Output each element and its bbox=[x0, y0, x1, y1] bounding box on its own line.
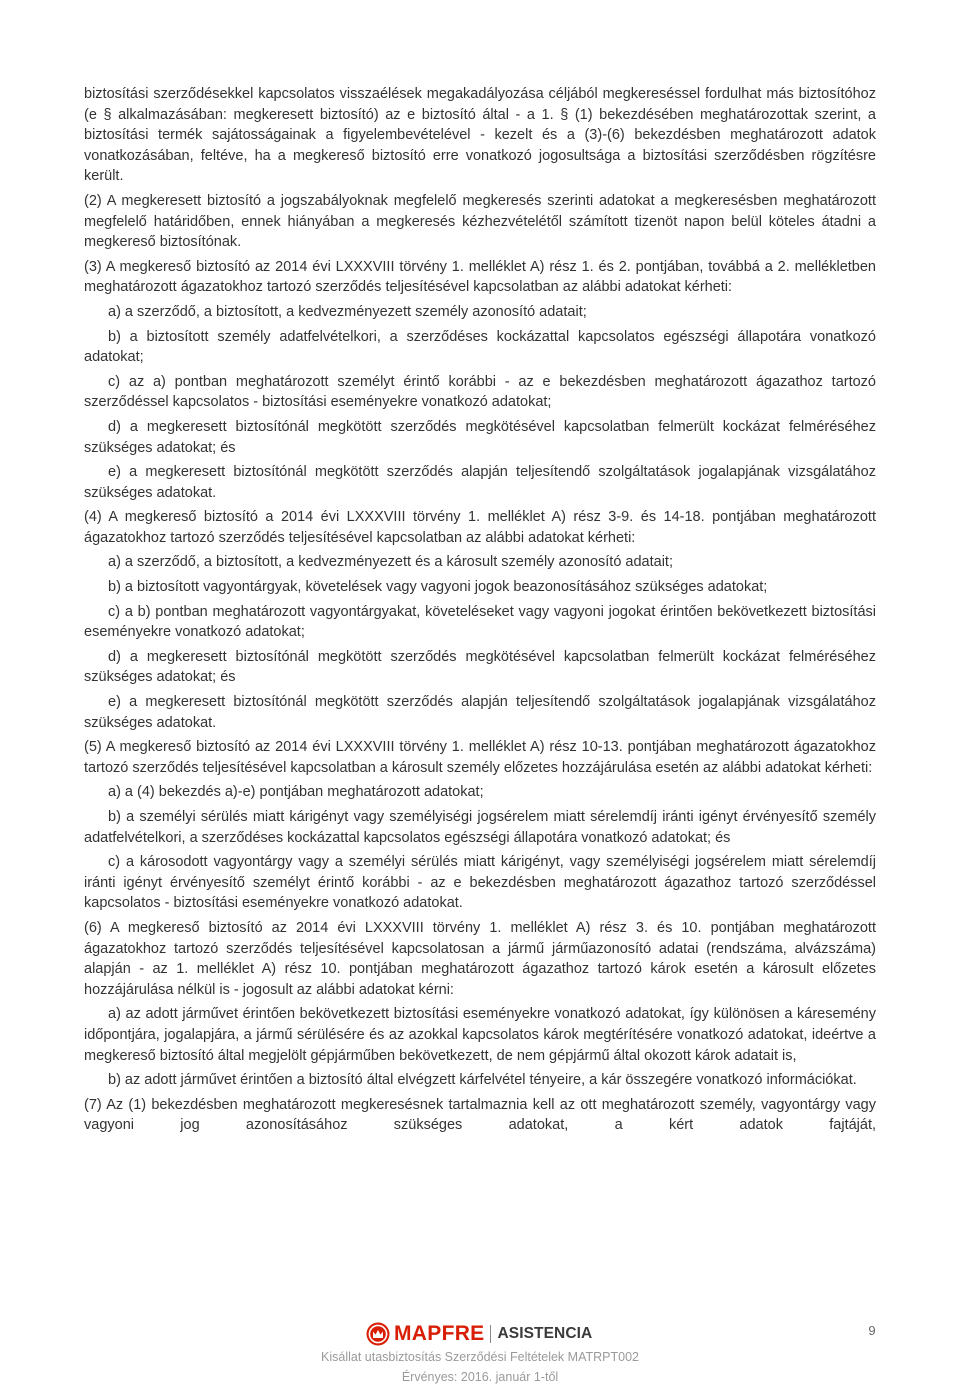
section-7-paragraph: (7) Az (1) bekezdésben meghatározott megkeresésnek tartalmaznia kell az ott meghatározott személy, vagyontárgy vagy vagyoni jog azonosításához szükséges adatokat, a kért adatok fajtáját, bbox=[84, 1096, 876, 1134]
page-number: 9 bbox=[868, 1323, 876, 1338]
section-4-item-b: b) a biztosított vagyontárgyak, követelések vagy vagyoni jogok beazonosításához szükséges adatokat; bbox=[108, 579, 768, 596]
section-3-lead: (3) A megkereső biztosító az 2014 évi LXXXVIII törvény 1. melléklet A) rész 1. és 2. pontjában, továbbá a 2. mellékletben meghatározott ágazatokhoz tartozó szerződés teljesítésével kapcsolatban az alábbi adatokat kérheti: bbox=[84, 258, 876, 296]
section-6-item-a: a) az adott járművet érintően bekövetkezett biztosítási eseményekre vonatkozó adatokat, így különösen a káresemény időpontjára, jogalapjára, a jármű sérülésére és az azokkal kapcsolatos károk megtérítésére vonatkozó adatokat, ideértve a megkereső biztosító által megjelölt gépjárműben bekövetkezett, de nem gépjármű által okozott károk adatait is, bbox=[84, 1006, 876, 1064]
section-4-item-a: a) a szerződő, a biztosított, a kedvezményezett és a károsult személy azonosító adatait; bbox=[108, 554, 673, 571]
logo-separator bbox=[490, 1325, 491, 1343]
section-6-item-b: b) az adott járművet érintően a biztosító által elvégzett kárfelvétel tényeire, a kár összegére vonatkozó információkat. bbox=[108, 1072, 857, 1089]
footer bbox=[180, 1347, 780, 1387]
footer-document-title: Kisállat utasbiztosítás Szerződési Feltételek MATRPT002 bbox=[321, 1350, 639, 1364]
section-4-item-c: c) a b) pontban meghatározott vagyontárgyakat, követeléseket vagy vagyoni jogokat érintően bekövetkezett biztosítási eseményekre vonatkozó adatokat; bbox=[84, 603, 876, 641]
section-5-item-c: c) a károsodott vagyontárgy vagy a személyi sérülés miatt kárigényt, vagy személyiségi jogsérelem miatt sérelemdíj iránti igényt érvényesítő személyt érintő korábbi - az e bekezdésben meghatározott ágazathoz tartozó szerződéssel kapcsolatos - biztosítási eseményekre vonatkozó adatokat. bbox=[84, 854, 876, 912]
page-body bbox=[84, 84, 876, 1140]
section-4-lead: (4) A megkereső biztosító a 2014 évi LXXXVIII törvény 1. melléklet A) rész 3-9. és 14-18. pontjában meghatározott ágazatokhoz tartozó szerződés teljesítésével kapcsolatban az alábbi adatokat kérheti: bbox=[84, 509, 876, 546]
section-3-item-d: d) a megkeresett biztosítónál megkötött szerződés megkötésével kapcsolatban felmerült kockázat felméréséhez szükséges adatokat; és bbox=[84, 418, 876, 456]
section-3-item-b: b) a biztosított személy adatfelvételkori, a szerződéses kockázattal kapcsolatos egészségi állapotára vonatkozó adatokat; bbox=[84, 328, 876, 366]
footer-validity: Érvényes: 2016. január 1-től bbox=[401, 1370, 559, 1384]
mapfre-emblem-icon bbox=[366, 1322, 390, 1346]
section-6-lead: (6) A megkereső biztosító az 2014 évi LXXXVIII törvény 1. melléklet A) rész 3. és 10. pontjában meghatározott ágazatokhoz tartozó szerződés teljesítésével kapcsolatosan a jármű járműazonosító adatai (rendszáma, alvázszáma) alapján - az 1. melléklet A) rész 10. pontjában meghatározott ágazathoz tartozó károk esetén a károsult előzetes hozzájárulása nélkül is - jogosult az alábbi adatokat kérni: bbox=[84, 919, 876, 998]
section-4-item-d: d) a megkeresett biztosítónál megkötött szerződés megkötésével kapcsolatban felmerült kockázat felméréséhez szükséges adatokat; és bbox=[84, 648, 876, 686]
section-3-item-c: c) az a) pontban meghatározott személyt érintő korábbi - az e bekezdésben meghatározott ágazathoz tartozó szerződéssel kapcsolatos - biztosítási eseményekre vonatkozó adatokat; bbox=[84, 373, 876, 411]
intro-paragraph: biztosítási szerződésekkel kapcsolatos visszaélések megakadályozása céljából megkereséssel fordulhat más biztosítóhoz (e § alkalmazásában: megkeresett biztosító) az e biztosító által - a 1. § (1) bekezdésében meghatározottak szerint, a biztosítási termék sajátosságainak a figyelembevételével - kezelt és a (3)-(6) bekezdésben meghatározott adatok vonatkozásában, feltéve, ha a megkereső biztosító erre vonatkozó jogosultsága a biztosítási szerződésben rögzítésre került. bbox=[84, 86, 876, 185]
section-2-paragraph: (2) A megkeresett biztosító a jogszabályoknak megfelelő megkeresés szerinti adatokat a megkeresésben meghatározott megfelelő határidőben, ennek hiányában a megkeresés kézhezvételétől számított tizenöt napon belül köteles átadni a megkereső biztosítónak. bbox=[84, 192, 876, 251]
section-5-item-a: a) a (4) bekezdés a)-e) pontjában meghatározott adatokat; bbox=[108, 784, 484, 801]
logo-brand-text: MAPFRE bbox=[394, 1322, 485, 1345]
logo-division-text: ASISTENCIA bbox=[497, 1325, 593, 1342]
section-3-item-e: e) a megkeresett biztosítónál megkötött szerződés alapján teljesítendő szolgáltatások jogalapjának vizsgálatához szükséges adatokat. bbox=[84, 464, 876, 501]
section-5-lead: (5) A megkereső biztosító az 2014 évi LXXXVIII törvény 1. melléklet A) rész 10-13. pontjában meghatározott ágazatokhoz tartozó szerződés teljesítésével kapcsolatban a károsult személy előzetes hozzájárulása esetén az alábbi adatokat kérheti: bbox=[84, 739, 876, 776]
section-3-item-a: a) a szerződő, a biztosított, a kedvezményezett személy azonosító adatait; bbox=[108, 303, 587, 320]
section-5-item-b: b) a személyi sérülés miatt kárigényt vagy személyiségi jogsérelem miatt sérelemdíj iránti igényt érvényesítő személy adatfelvételkori, a szerződéses kockázattal kapcsolatos egészségi állapotára vonatkozó adatokat; és bbox=[84, 809, 876, 846]
company-logo bbox=[366, 1321, 592, 1347]
section-4-item-e: e) a megkeresett biztosítónál megkötött szerződés alapján teljesítendő szolgáltatások jogalapjának vizsgálatához szükséges adatokat. bbox=[84, 694, 876, 731]
